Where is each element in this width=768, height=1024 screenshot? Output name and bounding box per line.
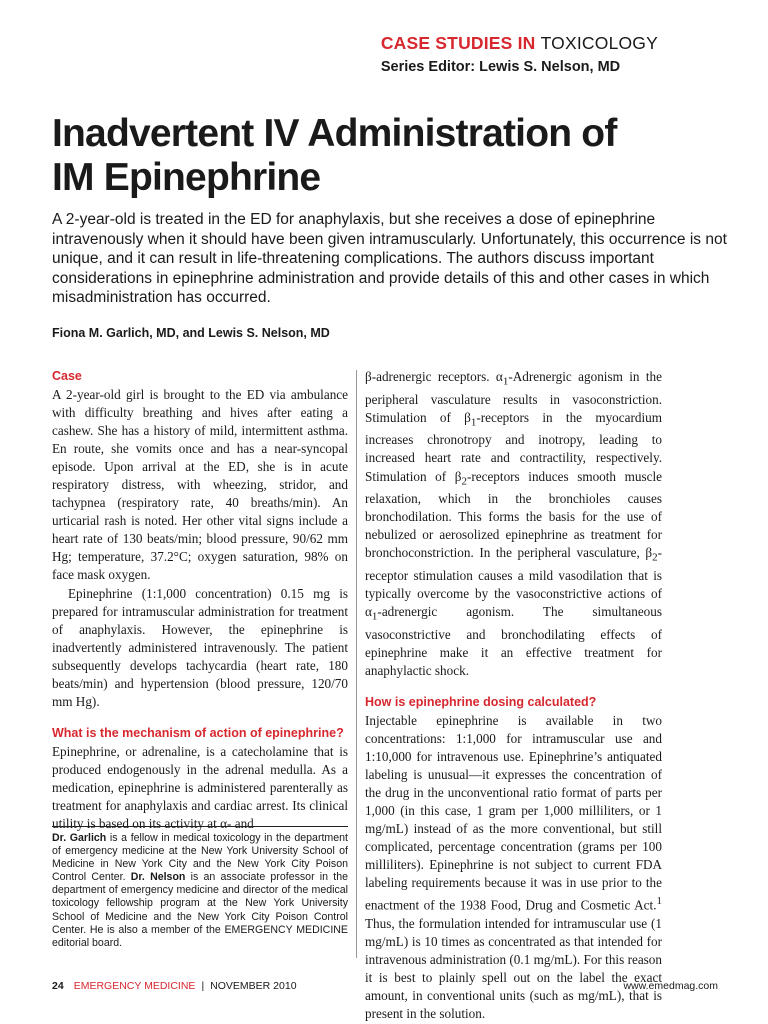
- bio-garlich-name: Dr. Garlich: [52, 832, 107, 844]
- subscript: 2: [652, 551, 658, 564]
- column-right: [365, 368, 662, 1023]
- journal-url[interactable]: www.emedmag.com: [623, 980, 718, 992]
- issue-date: NOVEMBER 2010: [210, 980, 297, 992]
- heading-case: Case: [52, 369, 82, 383]
- bio-nelson-text: is an associate professor in the department of emergency medicine and director of the medical toxicology fellowship program at the New York University School of Medicine and the New York City Poison Control Center. He is also a member of the EMERGENCY MEDICINE editorial board.: [52, 871, 348, 949]
- column-left: [52, 368, 348, 833]
- page-footer: [52, 980, 718, 996]
- text-run: -adrenergic agonism. The simultaneous vasoconstrictive and bronchodilating effects of epinephrine make it an effective treatment for anaphylactic shock.: [365, 604, 662, 678]
- subscript: 2: [461, 475, 467, 488]
- paragraph-case-continued: Epinephrine (1:1,000 concentration) 0.15 mg is prepared for intramuscular administration for treatment of anaphylaxis. However, the epinephrine is inadvertently administered intravenously. The patient subsequently develops tachycardia (heart rate, 180 beats/min) and hypertension (blood pressure, 120/70 mm Hg).: [52, 585, 348, 709]
- text-run: Thus, the formulation intended for intramuscular use (1 mg/mL) is 10 times as concentrated as that intended for intravenous administration (0.1 mg/mL). For this reason it is best to plainly spell out on the label the exact amount, in conventional units (such as mg/mL), that is present in the solution.: [365, 915, 662, 1022]
- journal-name: EMERGENCY MEDICINE: [73, 980, 196, 992]
- subscript: 1: [470, 416, 477, 429]
- subscript: 1: [371, 610, 378, 623]
- paragraph-case: A 2-year-old girl is brought to the ED via ambulance with difficulty breathing and hives after eating a cashew. She has a history of mild, intermittent asthma. En route, she vomits once and has a near-syncopal episode. Upon arrival at the ED, she is in acute respiratory distress, with wheezing, stridor, and tachypnea (respiratory rate, 40 breaths/min). An urticarial rash is noted. Her other vital signs include a heart rate of 130 beats/min; blood pressure, 90/62 mm Hg; temperature, 37.2°C; oxygen saturation, 98% on face mask oxygen.: [52, 387, 348, 583]
- series-header: [381, 32, 658, 78]
- footer-separator: |: [201, 980, 205, 992]
- paragraph-dosing: [365, 712, 662, 1023]
- author-bio: [52, 826, 348, 950]
- text-run: -Adrenergic agonism in the peripheral vasculature results in vasoconstriction. Stimulation of β: [365, 369, 662, 425]
- series-topic: TOXICOLOGY: [540, 33, 658, 53]
- text-run: -receptors induces smooth muscle relaxation, which in the bronchioles causes bronchodilation. This forms the basis for the use of nebulized or aerosolized epinephrine as treatment for bronchoconstriction. In the peripheral vasculature, β: [365, 468, 662, 561]
- series-title: [381, 32, 658, 54]
- series-prefix: CASE STUDIES IN: [380, 33, 536, 53]
- subscript: 1: [502, 375, 509, 388]
- text-run: -receptor stimulation causes a mild vasodilation that is typically overcome by the vasoconstrictive actions of α: [365, 545, 662, 620]
- column-divider: [356, 370, 357, 958]
- text-run: β-adrenergic receptors. α: [365, 369, 503, 384]
- text-run: -receptors in the myocardium increases chronotropy and inotropy, leading to increased heart rate and contractility, respectively. Stimulation of β: [365, 409, 662, 484]
- article-lead: A 2-year-old is treated in the ED for anaphylaxis, but she receives a dose of epinephrine intravenously when it should have been given intramuscularly. Unfortunately, this occurrence is not unique, and it can result in life-threatening complications. The authors discuss important considerations in epinephrine administration and provide details of this and other cases in which misadministration has occurred.: [52, 211, 727, 307]
- article-authors: Fiona M. Garlich, MD, and Lewis S. Nelson, MD: [52, 326, 330, 340]
- text-run: Injectable epinephrine is available in two concentrations: 1:1,000 for intramuscular use and 1:10,000 for intravenous use. Epinephrine’s antiquated labeling is unusual—it expresses the concentration of the drug in the unconventional ratio format of parts per 1,000 (in this case, 1 gram per 1,000 milliliters, or 1 mg/mL) instead of as the more conventional, but still complicated, percentage concentration (grams per 100 milliliters). Epinephrine is not subject to current FDA labeling requirements because it was in use prior to the enactment of the 1938 Food, Drug and Cosmetic Act.: [365, 712, 662, 913]
- title-line-1: Inadvertent IV Administration of: [52, 112, 617, 155]
- article-title: [52, 112, 732, 200]
- series-editor: Series Editor: Lewis S. Nelson, MD: [380, 59, 621, 75]
- bio-nelson-name: Dr. Nelson: [130, 871, 186, 884]
- heading-dosing: How is epinephrine dosing calculated?: [365, 694, 597, 709]
- title-line-2: IM Epinephrine: [52, 156, 321, 199]
- heading-mechanism: What is the mechanism of action of epinephrine?: [52, 725, 344, 740]
- reference-superscript: 1: [656, 895, 662, 908]
- bio-garlich-text: is a fellow in medical toxicology in the department of emergency medicine at the New York University School of Medicine in New York City and the New York City Poison Control Center.: [52, 832, 348, 884]
- page-number: 24: [52, 980, 64, 992]
- paragraph-mechanism: Epinephrine, or adrenaline, is a catecholamine that is produced endogenously in the adrenal medulla. As a medication, epinephrine is administered parenterally as treatment for anaphylaxis and cardiac arrest. Its clinical utility is based on its activity at α- and: [52, 743, 348, 832]
- paragraph-receptors: [365, 368, 662, 680]
